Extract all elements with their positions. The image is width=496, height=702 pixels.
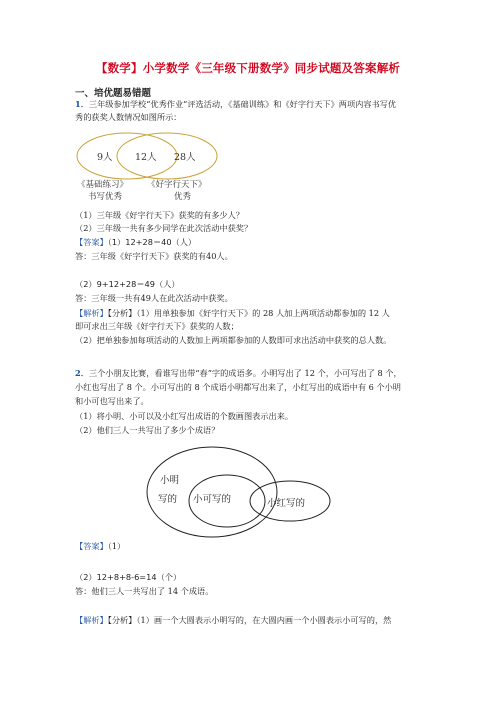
q2-answer-line1 (75, 540, 423, 552)
q1-venn-left-circle (77, 133, 177, 179)
q1-analysis-tag: 【解析】 (75, 308, 108, 318)
q2-analysis-line1 (75, 614, 423, 626)
q2-text1: 三个小朋友比赛，看谁写出带“春”字的成语多。小明写出了 12 个，小可写出了 8 个， (88, 368, 402, 378)
q2-stem-line3: 和小可也写出来了。 (75, 396, 149, 406)
q2-stem-line2: 小红也写出了 8 个。小可写出的 8 个成语小明都写出来了，小红写出的成语中有 6 个小明 (75, 382, 401, 392)
q1-analysis-line2: 即可求出三年级《好字行天下》获奖的人数； (75, 321, 239, 331)
q1-venn-right-label2: 优秀 (174, 192, 192, 202)
q1-stem-line2: 秀的获奖人数情况如图所示： (75, 112, 182, 122)
section-heading: 一、培优题易错题 (75, 88, 152, 99)
q1-answer-tag: 【答案】 (75, 237, 108, 247)
q1-answer1b: 答：三年级《好字行天下》获奖的有40人。 (75, 251, 233, 261)
q1-venn-left-count: 9人 (97, 152, 113, 163)
q1-answer-line1 (75, 236, 423, 248)
q1-answer2: （2）9+12+28＝49（人） (75, 279, 180, 289)
q1-answer1: （1）12+28＝40（人） (107, 237, 197, 247)
q1-analysis-line3: （2）把单独参加每项活动的人数加上两项都参加的人数即可求出活动中获奖的总人数。 (75, 335, 392, 345)
q2-answer-tag: 【答案】 (75, 541, 108, 551)
q2-venn-big-label1: 小明 (160, 475, 180, 486)
q1-venn-left-label2: 书写优秀 (88, 192, 123, 202)
q2-venn-diagram (140, 440, 340, 540)
q1-answer2b: 答：三年级一共有49人在此次活动中获奖。 (75, 293, 233, 303)
q1-venn-left-label1: 《基础练习》 (77, 180, 129, 190)
q2-analysis-tag: 【解析】 (75, 615, 108, 625)
q1-analysis-line1 (75, 307, 423, 319)
q1-number: 1． (75, 99, 89, 109)
q1-venn-right-count: 28人 (174, 152, 196, 163)
q2-answer2: （2）12+8+8-6=14（个） (75, 572, 182, 582)
q1-venn-right-circle (117, 133, 217, 179)
q2-venn-big-label2: 写的 (158, 494, 178, 505)
q1-sub1: （1）三年级《好字行天下》获奖的有多少人？ (75, 210, 244, 220)
q2-analysis-text1: 【分析】（1）画一个大圆表示小明写的，在大圆内画一个小圆表示小可写的，然 (107, 615, 392, 625)
q2-answer2b: 答：他们三人一共写出了 14 个成语。 (75, 586, 214, 596)
q1-venn-mid-count: 12人 (135, 152, 157, 163)
q2-sub2: （2）他们三人一共写出了多少个成语？ (75, 425, 220, 435)
q2-number: 2． (75, 368, 89, 378)
q2-stem-line1 (75, 367, 423, 379)
q1-analysis-text1: 【分析】（1）用单独参加《好字行天下》的 28 人加上两项活动都参加的 12 人 (107, 308, 390, 318)
q1-sub2: （2）三年级一共有多少同学在此次活动中获奖？ (75, 223, 253, 233)
q1-stem-line1 (75, 98, 423, 110)
q2-venn-small-label: 小红写的 (267, 498, 306, 509)
q1-venn-diagram (75, 124, 245, 206)
page-title: 【数学】小学数学《三年级下册数学》同步试题及答案解析 (95, 61, 401, 75)
q2-sub1: （1）将小明、小可以及小红写出成语的个数画图表示出来。 (75, 411, 294, 421)
q1-venn-right-label1: 《好字行天下》 (147, 180, 207, 190)
q1-text1: 三年级参加学校“优秀作业”评选活动，《基础训练》和《好字行天下》两项内容书写优 (88, 99, 397, 109)
q2-answer1: （1） (107, 541, 126, 551)
q2-venn-mid-label: 小可写的 (193, 494, 232, 505)
q2-venn-big-circle (147, 447, 277, 537)
